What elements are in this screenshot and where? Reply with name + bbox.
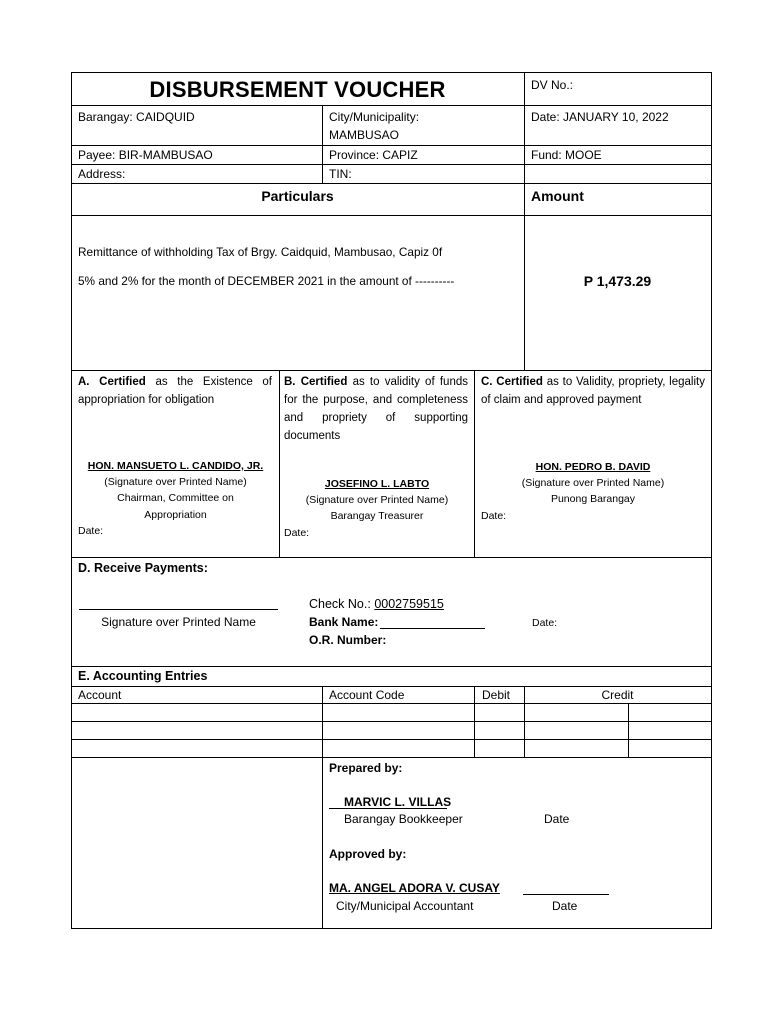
approved-by-name: MA. ANGEL ADORA V. CUSAY — [329, 881, 500, 895]
receive-signature-label: Signature over Printed Name — [101, 615, 256, 629]
approved-date-label: Date — [552, 899, 578, 913]
cert-a-role-2: Appropriation — [144, 509, 207, 521]
cert-c-role: Punong Barangay — [550, 493, 636, 505]
particulars-line-2: 5% and 2% for the month of DECEMBER 2021 in the amount of ---------- — [78, 274, 455, 288]
payee-field: Payee: BIR-MAMBUSAO — [78, 148, 213, 162]
border-bottom — [71, 928, 712, 929]
divider — [71, 721, 712, 722]
cert-c-body: as to Validity, propriety, legality of claim and approved payment — [481, 376, 705, 406]
column-account-code: Account Code — [329, 688, 405, 702]
or-number-label: O.R. Number: — [309, 633, 387, 647]
cert-b-signature-label: (Signature over Printed Name) — [305, 494, 449, 506]
cert-c-text — [481, 373, 705, 409]
prepared-date-label: Date — [544, 812, 570, 826]
cert-b-role: Barangay Treasurer — [330, 510, 424, 522]
cert-b-body: as to validity of funds for the purpose, and completeness and propriety of supporting documents — [284, 376, 468, 442]
column-debit: Debit — [482, 688, 511, 702]
cert-a-role: Chairman, Committee on — [117, 492, 234, 504]
accounting-heading: E. Accounting Entries — [78, 669, 208, 683]
check-number-value: 0002759515 — [374, 597, 444, 611]
cert-b-text — [284, 373, 468, 445]
cert-a-prefix: A. Certified — [78, 376, 146, 388]
receive-payments-heading: D. Receive Payments: — [78, 561, 208, 575]
cert-b-name: JOSEFINO L. LABTO — [324, 478, 430, 490]
approved-by-role: City/Municipal Accountant — [336, 899, 474, 913]
check-number-label: Check No.: — [309, 597, 371, 611]
divider — [322, 686, 323, 929]
column-credit: Credit — [601, 688, 634, 702]
page-title: DISBURSEMENT VOUCHER — [149, 77, 446, 102]
divider — [279, 370, 280, 558]
prepared-by-label: Prepared by: — [329, 761, 403, 775]
cert-c-signature-label: (Signature over Printed Name) — [521, 477, 665, 489]
cert-b-date: Date: — [284, 527, 310, 539]
check-number-field — [309, 597, 444, 611]
address-field: Address: — [78, 167, 126, 181]
cert-a-signature-label: (Signature over Printed Name) — [104, 476, 247, 488]
amount-heading: Amount — [531, 188, 584, 204]
cert-b-prefix: B. Certified — [284, 376, 348, 388]
province-field: Province: CAPIZ — [329, 148, 418, 162]
amount-value: P 1,473.29 — [583, 273, 652, 289]
divider — [71, 183, 712, 184]
divider — [71, 757, 712, 758]
column-account: Account — [78, 688, 122, 702]
signature-line — [79, 609, 278, 610]
particulars-line-1: Remittance of withholding Tax of Brgy. Caidquid, Mambusao, Capiz 0f — [78, 245, 443, 259]
cert-c-prefix: C. Certified — [481, 376, 543, 388]
prepared-by-name: MARVIC L. VILLAS — [344, 795, 452, 809]
date-field: Date: JANUARY 10, 2022 — [531, 110, 669, 124]
divider — [71, 105, 712, 106]
divider — [524, 72, 525, 371]
particulars-heading: Particulars — [261, 188, 334, 204]
cert-a-body: as the Existence of appropriation for obligation — [78, 376, 273, 406]
divider — [71, 739, 712, 740]
approved-date-line — [523, 894, 609, 895]
receive-date-label: Date: — [532, 617, 558, 629]
tin-field: TIN: — [329, 167, 352, 181]
cert-c-date: Date: — [481, 510, 507, 522]
bank-name-label: Bank Name: — [309, 615, 379, 629]
border-right — [711, 72, 712, 929]
divider — [474, 686, 475, 758]
dv-number-label: DV No.: — [531, 78, 574, 92]
cert-a-name: HON. MANSUETO L. CANDIDO, JR. — [87, 460, 264, 472]
divider — [71, 686, 712, 687]
divider — [71, 215, 712, 216]
divider — [628, 703, 629, 758]
prepared-by-role: Barangay Bookkeeper — [344, 812, 463, 826]
divider — [71, 557, 712, 558]
fund-field: Fund: MOOE — [531, 148, 602, 162]
city-label: City/Municipality: — [329, 110, 420, 124]
divider — [71, 164, 712, 165]
border-top — [71, 72, 712, 73]
bank-name-line — [380, 628, 485, 629]
cert-c-name: HON. PEDRO B. DAVID — [535, 461, 651, 473]
divider — [71, 703, 712, 704]
city-value: MAMBUSAO — [329, 128, 400, 142]
divider — [322, 105, 323, 184]
barangay-field: Barangay: CAIDQUID — [78, 110, 195, 124]
approved-by-label: Approved by: — [329, 847, 407, 861]
divider — [71, 370, 712, 371]
divider — [71, 145, 712, 146]
cert-a-date: Date: — [78, 525, 104, 537]
divider — [71, 666, 712, 667]
cert-a-text — [78, 373, 272, 409]
